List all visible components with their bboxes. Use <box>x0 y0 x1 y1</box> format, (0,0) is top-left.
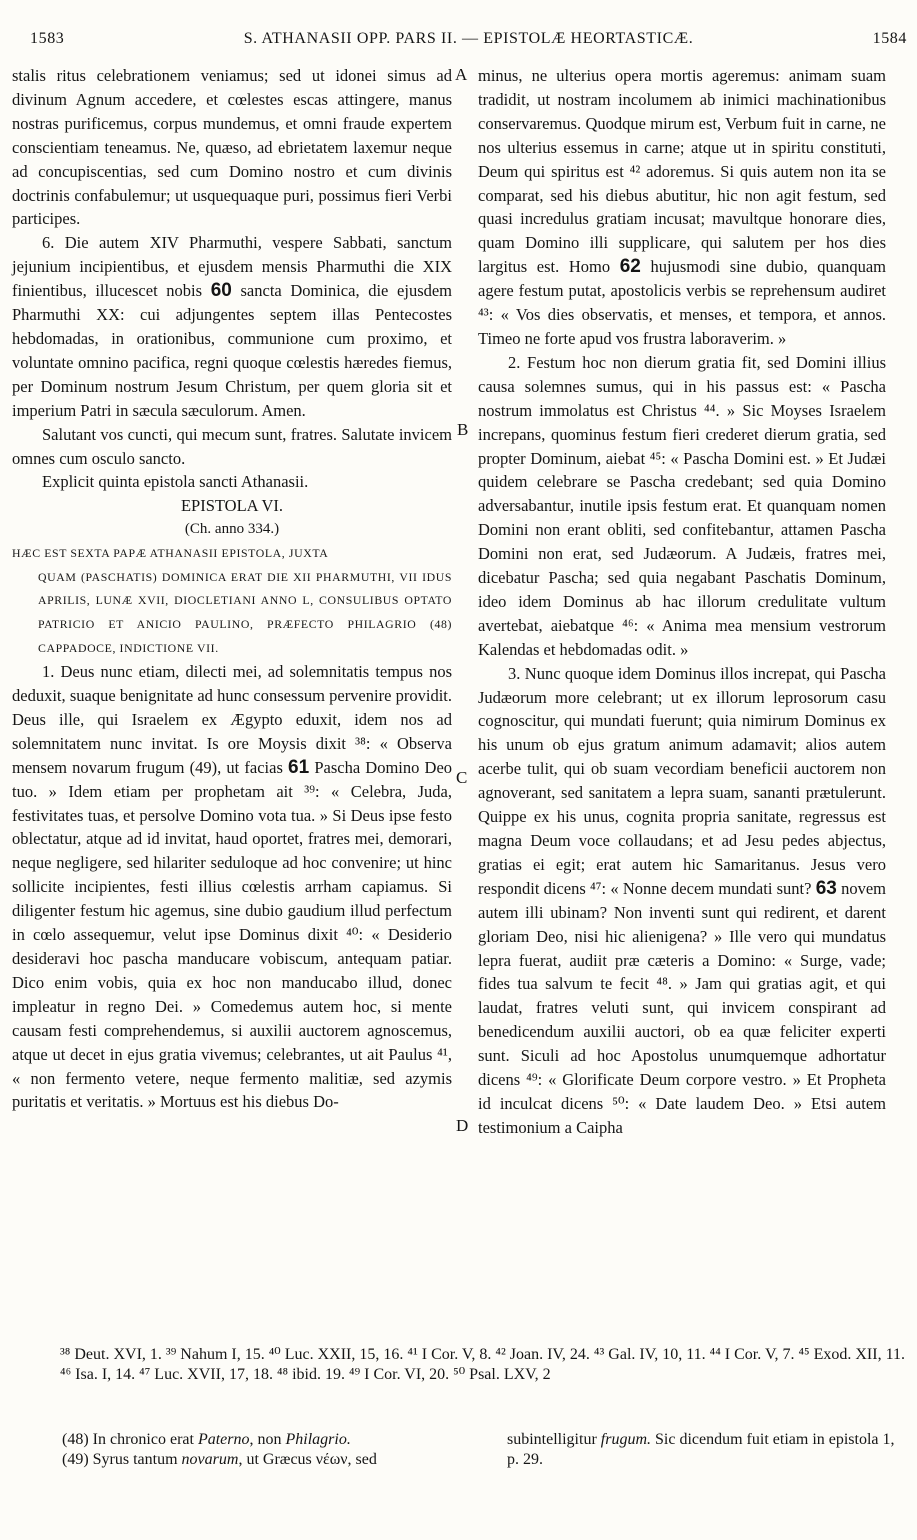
column-number: 60 <box>210 280 232 302</box>
note-48: (48) In chronico erat Paterno, non Philagrio. <box>62 1431 351 1448</box>
column-number: 63 <box>815 877 837 899</box>
column-number: 62 <box>619 256 641 278</box>
page-number-left: 1583 <box>30 30 65 47</box>
note-49-continued: subintelligitur frugum. Sic dicendum fuit etiam in epistola 1, p. 29. <box>507 1431 895 1468</box>
paragraph: 3. Nunc quoque idem Dominus illos increpat, qui Pascha Judæorum more celebrant; ut ex illorum leprosorum casu cognoscitur, qui mundati fuerunt; quia nimirum Dominus ex his unum ob ejus gratum animum adamavit; alios autem acerbe tulit, qui ob suam vecordiam beneficii auctorem non agnoverant, sed sanitatem a lepra suam, sananti prætulerunt. Quippe ex his unus, cognita propria sanitate, regressus est magna Deum voce collaudans; et ad Jesu pedes abjectus, gratias ei egit; erat autem hic Samaritanus. Jesus vero respondit dicens ⁴⁷: « Nonne decem mundati sunt? 63 novem autem illi ubinam? Non inventi sunt qui redirent, et darent gloriam Deo, nisi hic alienigena? » Ille vero qui mundatus lepra fuerat, audiit præ cæteris a Domino: « Surge, vade; fides tua salvum te fecit ⁴⁸. » Jam qui gratias agit, et qui laudat, fratres veluti sunt, qui invicem conspirant ad benedicendum auxilii auctori, ob ea quæ feliciter experti sunt. Siculi ad hoc Apostolus unumquemque adhortatur dicens ⁴⁹: « Glorificate Deum corpore vestro. » Et Propheta id inculcat dicens ⁵⁰: « Date laudem Deo. » Etsi autem testimonium a Caipha <box>478 663 886 1137</box>
epistle-rubric: HÆC EST SEXTA PAPÆ ATHANASII EPISTOLA, JUXTA QUAM (PASCHATIS) DOMINICA ERAT DIE XII PHARMUTHI, VII IDUS APRILIS, LUNÆ XVII, DIOCLETIANI ANNO L, CONSULIBUS OPTATO PATRICIO ET ANICIO PAULINO, PRÆFECTO PHILAGRIO (48) CAPPADOCE, INDICTIONE VII. <box>12 546 452 655</box>
page-number-right: 1584 <box>872 30 907 47</box>
paragraph: 1. Deus nunc etiam, dilecti mei, ad solemnitatis tempus nos deduxit, suaque benignitate ad hunc consessum pervenire providit. Deus ille, qui Israelem ex Ægypto eduxit, idem nos ad solemnitatem nunc invitat. Is ore Moysis dixit ³⁸: « Observa mensem novarum frugum (49), ut facias 61 Pascha Domino Deo tuo. » Idem etiam per prophetam ait ³⁹: « Celebra, Juda, festivitates tuas, et persolve Domino vota tua. » Si Deus ipse festo oblectatur, atque ad id invitat, haud oportet, fratres mei, demorari, neque negligere, sed hilariter seduloque ad hoc convenire; ut hinc sollicite incipientes, festi illius cœlestis arrham capiamus. Si diligenter festum hic agemus, sine dubio gaudium illud perfectum in cœlo assequemur, velut ipse Dominus dixit ⁴⁰: « Desiderio desideravi hoc pascha manducare vobiscum, antequam patiar. Dico enim vobis, quia ex hoc non manducabo illud, donec impleatur in regno Dei. » Comedemus autem hoc, si mente causam festi comprehendemus, si auxilii auctorem agnoscemus, atque ut decet in ejus gratia vivemus; celebrantes, ut ait Paulus ⁴¹, « non fermento vetere, neque fermento malitiæ, sed azymis puritatis et veritatis. » Mortuus est his diebus Do- <box>12 662 453 1112</box>
paragraph: 6. Die autem XIV Pharmuthi, vespere Sabbati, sanctum jejunium incipientibus, et ejusdem mensis Pharmuthi die XIX finientibus, illucescet nobis 60 sancta Dominica, die ejusdem Pharmuthi XX: cui adjungentes septem illas Pentecostes hebdomadas, in orationibus, communione cum proximo, et voluntate omnino pacifica, regni quoque cœlestis hæredes fiemus, per Dominum nostrum Jesum Christum, per quem gloria sit et imperium Patri in sæcula sæculorum. Amen. <box>12 233 453 420</box>
editor-notes-left <box>62 1430 457 1470</box>
epistle-title: EPISTOLA VI. <box>180 496 284 516</box>
note-49: (49) Syrus tantum novarum, ut Græcus νέων, sed <box>62 1451 377 1468</box>
editor-notes-right <box>507 1430 897 1470</box>
paragraph: Salutant vos cuncti, qui mecum sunt, fratres. Salutate invicem omnes cum osculo sancto. <box>12 424 452 468</box>
column-number: 61 <box>288 756 310 778</box>
paragraph: Explicit quinta epistola sancti Athanasii. <box>42 472 309 492</box>
running-header <box>30 30 907 58</box>
margin-letter-d: D <box>456 1116 469 1135</box>
margin-letter-b: B <box>457 420 469 439</box>
scripture-references: ³⁸ Deut. XVI, 1. ³⁹ Nahum I, 15. ⁴⁰ Luc. XXII, 15, 16. ⁴¹ I Cor. V, 8. ⁴² Joan. IV, 24. ⁴³ Gal. IV, 10, 11. ⁴⁴ I Cor. V, 7. ⁴⁵ Exod. XII, 11. ⁴⁶ Isa. I, 14. ⁴⁷ Luc. XVII, 17, 18. ⁴⁸ ibid. 19. ⁴⁹ I Cor. VI, 20. ⁵⁰ Psal. LXV, 2 <box>60 1346 905 1383</box>
paragraph: 2. Festum hoc non dierum gratia fit, sed Domini illius causa solemnes sumus, qui in his passus est: « Pascha nostrum immolatus est Christus ⁴⁴. » Sic Moyses Israelem increpans, quominus festum fieri crederet dierum gratia, sed propter Dominum, aiebat ⁴⁵: « Pascha Domini est. » Et Judæi quidem celebrare se Pascha credebant; sed quia Domino adversabantur, inutile ipsis festum erat. Et quanquam nomen Domini non erant obliti, sed confitebantur, attamen Pascha Domini non erat, sed Judæorum. A Judæis, fratres mei, dicebatur Pascha; sed quia negabant Paschatis Dominum, ideo idem Dominus ab hac illorum credulitate vultum avertebat, aiebatque ⁴⁶: « Anima mea mensium vestrorum Kalendas et hebdomadas odit. » <box>478 352 886 659</box>
epistle-date: (Ch. anno 334.) <box>184 521 280 538</box>
right-column <box>478 64 886 1140</box>
paragraph: minus, ne ulterius opera mortis ageremus: animam suam tradidit, ut nostram incolumem ab inimici machinationibus conservaremus. Quodque mirum est, Verbum fuit in carne, ne nos ulterius essemus in carne; atque ut in spiritu constituti, Deum qui spiritus est ⁴² adoremus. Si quis autem non ita se comparat, sed his diebus abutitur, hic non agit festum, sed quasi incredulus gratiam incusat; mavultque honorare dies, quam Domino illi supplicare, qui salutem per hos dies largitus est. Homo 62 hujusmodi sine dubio, quanquam agere festum putat, apostolicis verbis se reprehensum audiret ⁴³: « Vos dies observatis, et menses, et tempora, et annos. Timeo ne forte apud vos frustra laboraverim. » <box>478 66 886 348</box>
paragraph: stalis ritus celebrationem veniamus; sed ut idonei simus ad divinum Agnum accedere, et cœlestes escas attingere, manus nostras purificemus, corpus mundemus, et omni fraude expertem conscientiam teneamus. Ne, quæso, ad ebrietatem laxemur neque ad concupiscentias, sed cum Domino nostro et cum divinis doctrinis confabulemur; ut usquequaque puri, possimus fieri Verbi participes. <box>12 66 452 229</box>
left-column <box>12 64 452 1114</box>
margin-letter-a: A <box>455 65 468 84</box>
running-title: S. ATHANASII OPP. PARS II. — EPISTOLÆ HEORTASTICÆ. <box>243 30 694 47</box>
margin-letter-c: C <box>456 768 468 787</box>
